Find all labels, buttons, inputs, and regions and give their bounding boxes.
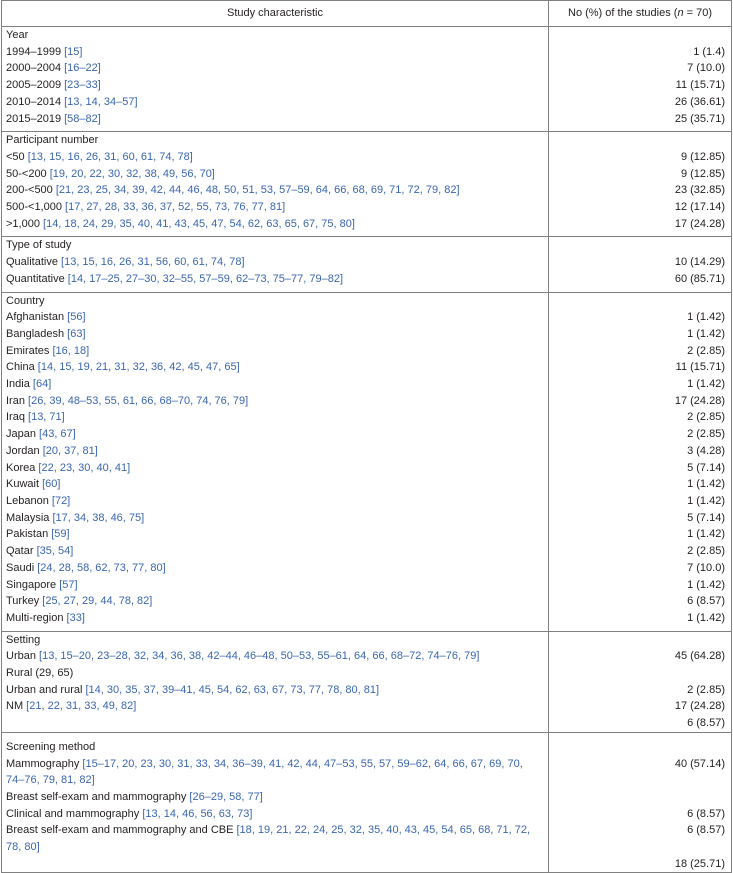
- spacer: [553, 288, 725, 292]
- row-value: 17 (24.28): [674, 394, 725, 407]
- row-value: 6 (8.57): [687, 824, 725, 837]
- row-label-text: Kuwait: [6, 478, 43, 491]
- row-value: 3 (4.28): [687, 444, 725, 457]
- row-label: [6, 376, 544, 393]
- row-label: [6, 789, 544, 806]
- row-value: 17 (24.28): [674, 217, 725, 230]
- row-label: [6, 393, 544, 410]
- section-value-cell: [549, 237, 732, 292]
- reference-link[interactable]: [56]: [67, 311, 86, 324]
- spacer: [553, 627, 725, 631]
- section-value-cell: [549, 132, 732, 237]
- header-studies-count: No (%) of the studies (n = 70): [549, 1, 732, 27]
- reference-link[interactable]: [13, 15, 16, 26, 31, 56, 60, 61, 74, 78]: [61, 256, 245, 269]
- study-characteristics-table: [1, 0, 732, 873]
- section-title-spacer: [553, 237, 725, 254]
- reference-link[interactable]: [14, 18, 24, 29, 35, 40, 41, 43, 45, 47, 54, 62, 63, 65, 67, 75, 80]: [43, 217, 355, 230]
- row-label: [6, 577, 544, 594]
- row-label-text: Clinical and mammography: [6, 807, 143, 820]
- row-value: 9 (12.85): [680, 167, 725, 180]
- row-label-text: Breast self-exam and mammography and CBE: [6, 824, 237, 837]
- row-label: [6, 359, 544, 376]
- row-value: 2 (2.85): [687, 683, 725, 696]
- section-title: Screening method: [6, 740, 96, 753]
- row-label: [6, 216, 544, 233]
- section-value-cell: [549, 292, 732, 631]
- reference-link[interactable]: [13, 15, 16, 26, 31, 60, 61, 74, 78]: [27, 150, 193, 163]
- reference-link[interactable]: [14, 17–25, 27–30, 32–55, 57–59, 62–73, 75–77, 79–82]: [67, 272, 344, 285]
- row-label: [6, 409, 544, 426]
- reference-link[interactable]: [19, 20, 22, 30, 32, 38, 49, 56, 70]: [49, 167, 215, 180]
- row-label-text: Qualitative: [6, 256, 62, 269]
- row-label: [6, 94, 544, 111]
- section-label-cell: [2, 27, 549, 132]
- reference-link[interactable]: [24, 28, 58, 62, 73, 77, 80]: [37, 561, 166, 574]
- section-label-cell: [2, 132, 549, 237]
- row-label-text: 200-<500: [6, 184, 56, 197]
- row-label-text: Iraq: [6, 411, 29, 424]
- reference-link[interactable]: [22, 23, 30, 40, 41]: [38, 461, 131, 474]
- row-value: 7 (10.0): [687, 561, 725, 574]
- row-value: 2 (2.85): [687, 344, 725, 357]
- section-title: Year: [6, 29, 29, 41]
- section-title: Country: [6, 294, 45, 307]
- row-label: [6, 543, 544, 560]
- row-label-text: 2005–2009: [6, 79, 65, 92]
- row-value: 60 (85.71): [674, 272, 725, 285]
- row-value: 12 (17.14): [674, 201, 725, 214]
- reference-link[interactable]: [25, 27, 29, 44, 78, 82]: [42, 595, 153, 608]
- row-label: [6, 182, 544, 199]
- row-label: [6, 822, 544, 855]
- section-title: Setting: [6, 633, 41, 646]
- row-value: 9 (12.85): [680, 150, 725, 163]
- row-label: [6, 44, 544, 61]
- row-value: 17 (24.28): [674, 700, 725, 713]
- section-type: [2, 237, 732, 292]
- spacer: [553, 232, 725, 236]
- row-label: [6, 343, 544, 360]
- row-label: [6, 806, 544, 823]
- row-label: [6, 756, 544, 789]
- row-label-text: 1994–1999: [6, 45, 65, 58]
- row-value: 1 (1.42): [687, 327, 725, 340]
- row-label: [6, 665, 544, 682]
- row-label-text: Iran: [6, 394, 29, 407]
- section-label-cell: [2, 631, 549, 732]
- section-title: Participant number: [6, 134, 99, 147]
- row-label: [6, 60, 544, 77]
- reference-link[interactable]: [13, 14, 46, 56, 63, 73]: [142, 807, 253, 820]
- row-value: [553, 665, 725, 682]
- row-label: [6, 199, 544, 216]
- row-value: 40 (57.14): [674, 757, 725, 770]
- row-value: 10 (14.29): [674, 256, 725, 269]
- reference-link[interactable]: [14, 30, 35, 37, 39–41, 45, 54, 62, 63, 67, 73, 77, 78, 80, 81]: [85, 683, 380, 696]
- row-value: 11 (15.71): [675, 361, 725, 374]
- row-label-text: India: [6, 378, 33, 391]
- reference-link[interactable]: [72]: [51, 494, 71, 507]
- row-label-text: Bangladesh: [6, 327, 68, 340]
- row-value: 1 (1.42): [687, 478, 725, 491]
- section-title-spacer: [553, 632, 725, 649]
- row-value: 1 (1.42): [687, 378, 725, 391]
- row-value: 2 (2.85): [687, 428, 725, 441]
- reference-link[interactable]: [16–22]: [64, 62, 101, 75]
- row-label-text: NM: [6, 700, 27, 713]
- row-label: [6, 493, 544, 510]
- row-value: 18 (25.71): [674, 857, 725, 870]
- row-label: [6, 309, 544, 326]
- table-header-row: [2, 1, 732, 27]
- reference-link[interactable]: [15]: [64, 45, 83, 58]
- row-value: 26 (36.61): [674, 95, 725, 108]
- row-label: [6, 648, 544, 665]
- row-label: [6, 77, 544, 94]
- section-value-cell: [549, 732, 732, 873]
- row-label-text: Jordan: [6, 444, 43, 457]
- row-label-text: Afghanistan: [6, 311, 68, 324]
- row-label-text: China: [6, 361, 38, 374]
- reference-link[interactable]: [26–29, 58, 77]: [189, 790, 263, 803]
- row-label-text: Rural (29, 65): [6, 667, 74, 680]
- reference-link[interactable]: [15–17, 20, 23, 30, 31, 33, 34, 36–39, 41, 42, 44, 47–53, 55, 57, 59–62, 64, 66, 67, 69, 70, 74–76, 79, 81, 82]: [6, 757, 523, 787]
- header-study-characteristic: Study characteristic: [2, 1, 549, 27]
- reference-link[interactable]: [20, 37, 81]: [42, 444, 98, 457]
- row-value: 1 (1.42): [687, 528, 725, 541]
- row-label-text: Emirates: [6, 344, 53, 357]
- reference-link[interactable]: [58–82]: [64, 112, 101, 125]
- row-label-text: Malaysia: [6, 511, 53, 524]
- reference-link[interactable]: [13, 71]: [28, 411, 65, 424]
- row-value: 5 (7.14): [687, 461, 725, 474]
- row-value: 6 (8.57): [687, 717, 725, 730]
- reference-link[interactable]: [13, 14, 34–57]: [64, 95, 138, 108]
- row-label: [6, 510, 544, 527]
- row-label-text: Pakistan: [6, 528, 52, 541]
- row-label: [6, 426, 544, 443]
- section-label-cell: [2, 732, 549, 873]
- section-value-cell: [549, 631, 732, 732]
- row-value: 1 (1.42): [687, 494, 725, 507]
- section-year: [2, 27, 732, 132]
- row-value: 11 (15.71): [675, 79, 725, 92]
- row-value: 1 (1.42): [687, 578, 725, 591]
- reference-link[interactable]: [35, 54]: [36, 545, 74, 558]
- row-value: 23 (32.85): [674, 184, 725, 197]
- row-label-text: Lebanon: [6, 494, 52, 507]
- section-title-spacer: [553, 293, 725, 310]
- reference-link[interactable]: [13, 15–20, 23–28, 32, 34, 36, 38, 42–44, 46–48, 50–53, 55–61, 64, 66, 68–72, 74–76, 79]: [39, 650, 480, 663]
- row-label-text: <50: [6, 150, 28, 163]
- spacer: [6, 715, 544, 719]
- section-label-cell: [2, 292, 549, 631]
- section-title: Type of study: [6, 239, 72, 252]
- reference-link[interactable]: [21, 23, 25, 34, 39, 42, 44, 46, 48, 50, 51, 53, 57–59, 64, 66, 68, 69, 71, 72, 79, 82]: [55, 184, 460, 197]
- reference-link[interactable]: [17, 27, 28, 33, 36, 37, 52, 55, 73, 76, 77, 81]: [65, 201, 286, 214]
- row-value: 1 (1.42): [687, 311, 725, 324]
- row-value: [553, 772, 725, 789]
- section-participant: [2, 132, 732, 237]
- spacer: [6, 627, 544, 631]
- row-label-text: 2010–2014: [6, 95, 65, 108]
- row-label-text: Urban: [6, 650, 40, 663]
- row-value: 6 (8.57): [687, 807, 725, 820]
- row-value: 1 (1.42): [687, 611, 725, 624]
- section-country: [2, 292, 732, 631]
- row-label-text: Saudi: [6, 561, 38, 574]
- row-value: 25 (35.71): [674, 112, 725, 125]
- row-label: [6, 526, 544, 543]
- row-label-text: Qatar: [6, 545, 37, 558]
- row-label: [6, 326, 544, 343]
- row-label: [6, 560, 544, 577]
- row-value: 2 (2.85): [687, 411, 725, 424]
- row-label: [6, 166, 544, 183]
- row-label-text: 500-<1,000: [6, 201, 66, 214]
- row-value: [553, 789, 725, 806]
- row-label-text: Urban and rural: [6, 683, 86, 696]
- section-title-spacer: [553, 132, 725, 149]
- row-label-text: 50-<200: [6, 167, 50, 180]
- table-body: [2, 27, 732, 873]
- row-label: [6, 149, 544, 166]
- row-label-text: Quantitative: [6, 272, 68, 285]
- row-value: 7 (10.0): [687, 62, 725, 75]
- section-setting: [2, 631, 732, 732]
- row-label: [6, 271, 544, 288]
- row-label: [6, 476, 544, 493]
- row-label: [6, 610, 544, 627]
- row-label-text: Korea: [6, 461, 39, 474]
- reference-link[interactable]: [33]: [66, 611, 85, 624]
- row-value: 5 (7.14): [687, 511, 725, 524]
- reference-link[interactable]: [17, 34, 38, 46, 75]: [52, 511, 145, 524]
- row-label-text: Singapore: [6, 578, 60, 591]
- reference-link[interactable]: [26, 39, 48–53, 55, 61, 66, 68–70, 74, 76, 79]: [28, 394, 249, 407]
- row-value: [553, 839, 725, 856]
- spacer: [6, 232, 544, 236]
- reference-link[interactable]: [23–33]: [64, 79, 101, 92]
- row-label: [6, 593, 544, 610]
- spacer: [6, 288, 544, 292]
- row-label-text: Turkey: [6, 595, 43, 608]
- row-label-text: 2015–2019: [6, 112, 65, 125]
- reference-link[interactable]: [18, 19, 21, 22, 24, 25, 32, 35, 40, 43, 45, 54, 65, 68, 71, 72, 78, 80]: [6, 824, 531, 854]
- reference-link[interactable]: [16, 18]: [52, 344, 90, 357]
- reference-link[interactable]: [14, 15, 19, 21, 31, 32, 36, 42, 45, 47, 65]: [37, 361, 240, 374]
- row-label-text: Mammography: [6, 757, 83, 770]
- reference-link[interactable]: [60]: [42, 478, 61, 491]
- row-label-text: Multi-region: [6, 611, 67, 624]
- spacer: [6, 127, 544, 131]
- row-label: [6, 460, 544, 477]
- section-title-spacer: [553, 739, 725, 756]
- section-value-cell: [549, 27, 732, 132]
- row-label: [6, 111, 544, 128]
- row-label-text: Breast self-exam and mammography: [6, 790, 190, 803]
- row-value: 1 (1.4): [693, 45, 725, 58]
- row-label-text: >1,000: [6, 217, 44, 230]
- row-label: [6, 443, 544, 460]
- row-label-text: Japan: [6, 428, 40, 441]
- reference-link[interactable]: [64]: [32, 378, 52, 391]
- row-value: 2 (2.85): [687, 545, 725, 558]
- section-screening: [2, 732, 732, 873]
- section-title-spacer: [553, 27, 725, 44]
- reference-link[interactable]: [43, 67]: [39, 428, 76, 441]
- reference-link[interactable]: [21, 22, 31, 33, 49, 82]: [26, 700, 137, 713]
- spacer: [553, 127, 725, 131]
- row-label-text: 2000–2004: [6, 62, 65, 75]
- row-label: [6, 682, 544, 699]
- section-label-cell: [2, 237, 549, 292]
- reference-link[interactable]: [59]: [51, 528, 70, 541]
- reference-link[interactable]: [63]: [67, 327, 86, 340]
- row-value: 6 (8.57): [687, 595, 725, 608]
- reference-link[interactable]: [57]: [59, 578, 78, 591]
- row-value: 45 (64.28): [674, 650, 725, 663]
- row-label: [6, 254, 544, 271]
- row-label: [6, 698, 544, 715]
